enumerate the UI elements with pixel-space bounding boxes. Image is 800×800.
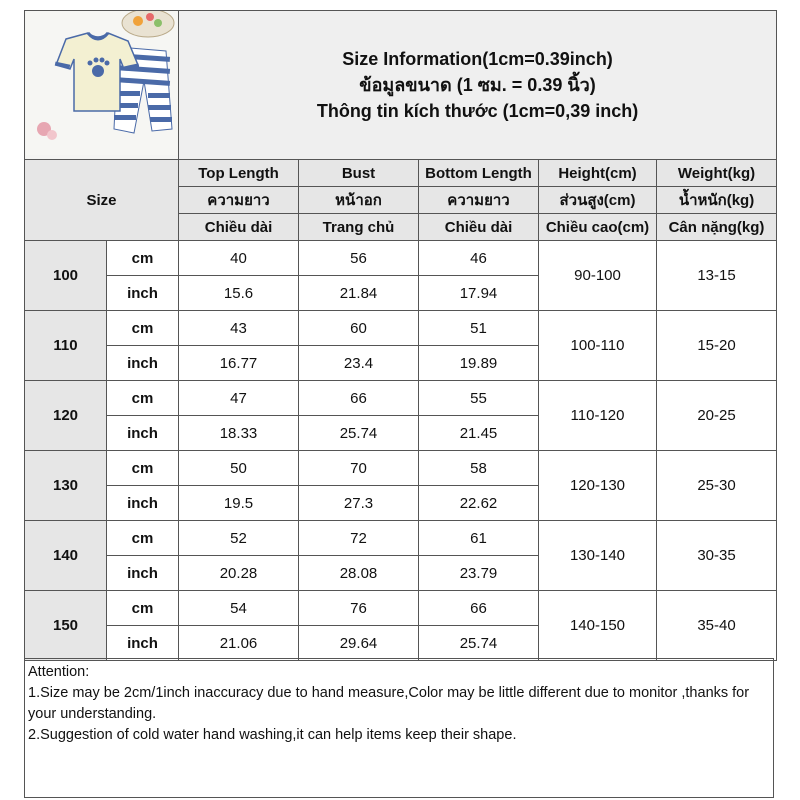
table-row — [25, 451, 777, 486]
attention-note-2: 2.Suggestion of cold water hand washing,it can help items keep their shape. — [28, 727, 517, 743]
title-english: Size Information(1cm=0.39inch) — [342, 49, 613, 69]
size-value: 130 — [25, 451, 107, 521]
height-range: 140-150 — [539, 591, 657, 661]
inch-value: 27.3 — [299, 486, 419, 521]
cm-value: 70 — [299, 451, 419, 486]
cm-value: 40 — [179, 241, 299, 276]
col-bottom-length-vi: Chiều dài — [419, 214, 539, 241]
weight-range: 25-30 — [657, 451, 777, 521]
inch-value: 21.84 — [299, 276, 419, 311]
title-vietnamese: Thông tin kích thước (1cm=0,39 inch) — [316, 101, 639, 121]
attention-notes — [24, 658, 774, 798]
cm-value: 54 — [179, 591, 299, 626]
unit-cm-label: cm — [107, 451, 179, 486]
title-block — [179, 11, 777, 160]
table-row — [25, 521, 777, 556]
unit-inch-label: inch — [107, 346, 179, 381]
attention-note-1: 1.Size may be 2cm/1inch inaccuracy due to hand measure,Color may be little different due to monitor ,thanks for your understanding. — [28, 685, 750, 722]
col-weight-en: Weight(kg) — [657, 160, 777, 187]
cm-value: 66 — [419, 591, 539, 626]
col-height-th: ส่วนสูง(cm) — [539, 187, 657, 214]
table-row — [25, 311, 777, 346]
unit-inch-label: inch — [107, 486, 179, 521]
cm-value: 76 — [299, 591, 419, 626]
cm-value: 66 — [299, 381, 419, 416]
inch-value: 25.74 — [419, 626, 539, 661]
size-value: 110 — [25, 311, 107, 381]
inch-value: 25.74 — [299, 416, 419, 451]
col-bust-vi: Trang chủ — [299, 214, 419, 241]
title-thai: ข้อมูลขนาด (1 ซม. = 0.39 นิ้ว) — [359, 75, 596, 95]
product-photo — [25, 11, 179, 160]
cm-value: 51 — [419, 311, 539, 346]
attention-heading: Attention: — [28, 664, 90, 680]
cm-value: 47 — [179, 381, 299, 416]
col-height-vi: Chiều cao(cm) — [539, 214, 657, 241]
pajama-set-image — [26, 11, 178, 155]
height-range: 110-120 — [539, 381, 657, 451]
col-weight-vi: Cân nặng(kg) — [657, 214, 777, 241]
size-header: Size — [25, 160, 179, 241]
unit-inch-label: inch — [107, 416, 179, 451]
inch-value: 19.89 — [419, 346, 539, 381]
col-top-length-en: Top Length — [179, 160, 299, 187]
inch-value: 21.06 — [179, 626, 299, 661]
height-range: 120-130 — [539, 451, 657, 521]
unit-inch-label: inch — [107, 556, 179, 591]
unit-inch-label: inch — [107, 626, 179, 661]
col-weight-th: น้ำหนัก(kg) — [657, 187, 777, 214]
weight-range: 30-35 — [657, 521, 777, 591]
size-value: 120 — [25, 381, 107, 451]
size-table — [24, 10, 777, 661]
inch-value: 18.33 — [179, 416, 299, 451]
height-range: 90-100 — [539, 241, 657, 311]
table-row — [25, 241, 777, 276]
size-value: 140 — [25, 521, 107, 591]
size-chart — [24, 10, 776, 800]
unit-cm-label: cm — [107, 591, 179, 626]
cm-value: 61 — [419, 521, 539, 556]
unit-cm-label: cm — [107, 241, 179, 276]
unit-cm-label: cm — [107, 521, 179, 556]
cm-value: 56 — [299, 241, 419, 276]
inch-value: 22.62 — [419, 486, 539, 521]
col-bust-en: Bust — [299, 160, 419, 187]
cm-value: 60 — [299, 311, 419, 346]
unit-inch-label: inch — [107, 276, 179, 311]
cm-value: 52 — [179, 521, 299, 556]
weight-range: 15-20 — [657, 311, 777, 381]
inch-value: 29.64 — [299, 626, 419, 661]
cm-value: 46 — [419, 241, 539, 276]
table-row — [25, 591, 777, 626]
height-range: 100-110 — [539, 311, 657, 381]
col-bottom-length-en: Bottom Length — [419, 160, 539, 187]
inch-value: 28.08 — [299, 556, 419, 591]
cm-value: 58 — [419, 451, 539, 486]
inch-value: 15.6 — [179, 276, 299, 311]
col-bust-th: หน้าอก — [299, 187, 419, 214]
weight-range: 13-15 — [657, 241, 777, 311]
size-value: 100 — [25, 241, 107, 311]
inch-value: 19.5 — [179, 486, 299, 521]
size-value: 150 — [25, 591, 107, 661]
cm-value: 55 — [419, 381, 539, 416]
height-range: 130-140 — [539, 521, 657, 591]
unit-cm-label: cm — [107, 311, 179, 346]
weight-range: 35-40 — [657, 591, 777, 661]
col-top-length-th: ความยาว — [179, 187, 299, 214]
weight-range: 20-25 — [657, 381, 777, 451]
inch-value: 20.28 — [179, 556, 299, 591]
cm-value: 50 — [179, 451, 299, 486]
table-row — [25, 381, 777, 416]
cm-value: 43 — [179, 311, 299, 346]
inch-value: 23.4 — [299, 346, 419, 381]
inch-value: 21.45 — [419, 416, 539, 451]
inch-value: 23.79 — [419, 556, 539, 591]
inch-value: 17.94 — [419, 276, 539, 311]
cm-value: 72 — [299, 521, 419, 556]
unit-cm-label: cm — [107, 381, 179, 416]
col-top-length-vi: Chiều dài — [179, 214, 299, 241]
inch-value: 16.77 — [179, 346, 299, 381]
col-bottom-length-th: ความยาว — [419, 187, 539, 214]
col-height-en: Height(cm) — [539, 160, 657, 187]
